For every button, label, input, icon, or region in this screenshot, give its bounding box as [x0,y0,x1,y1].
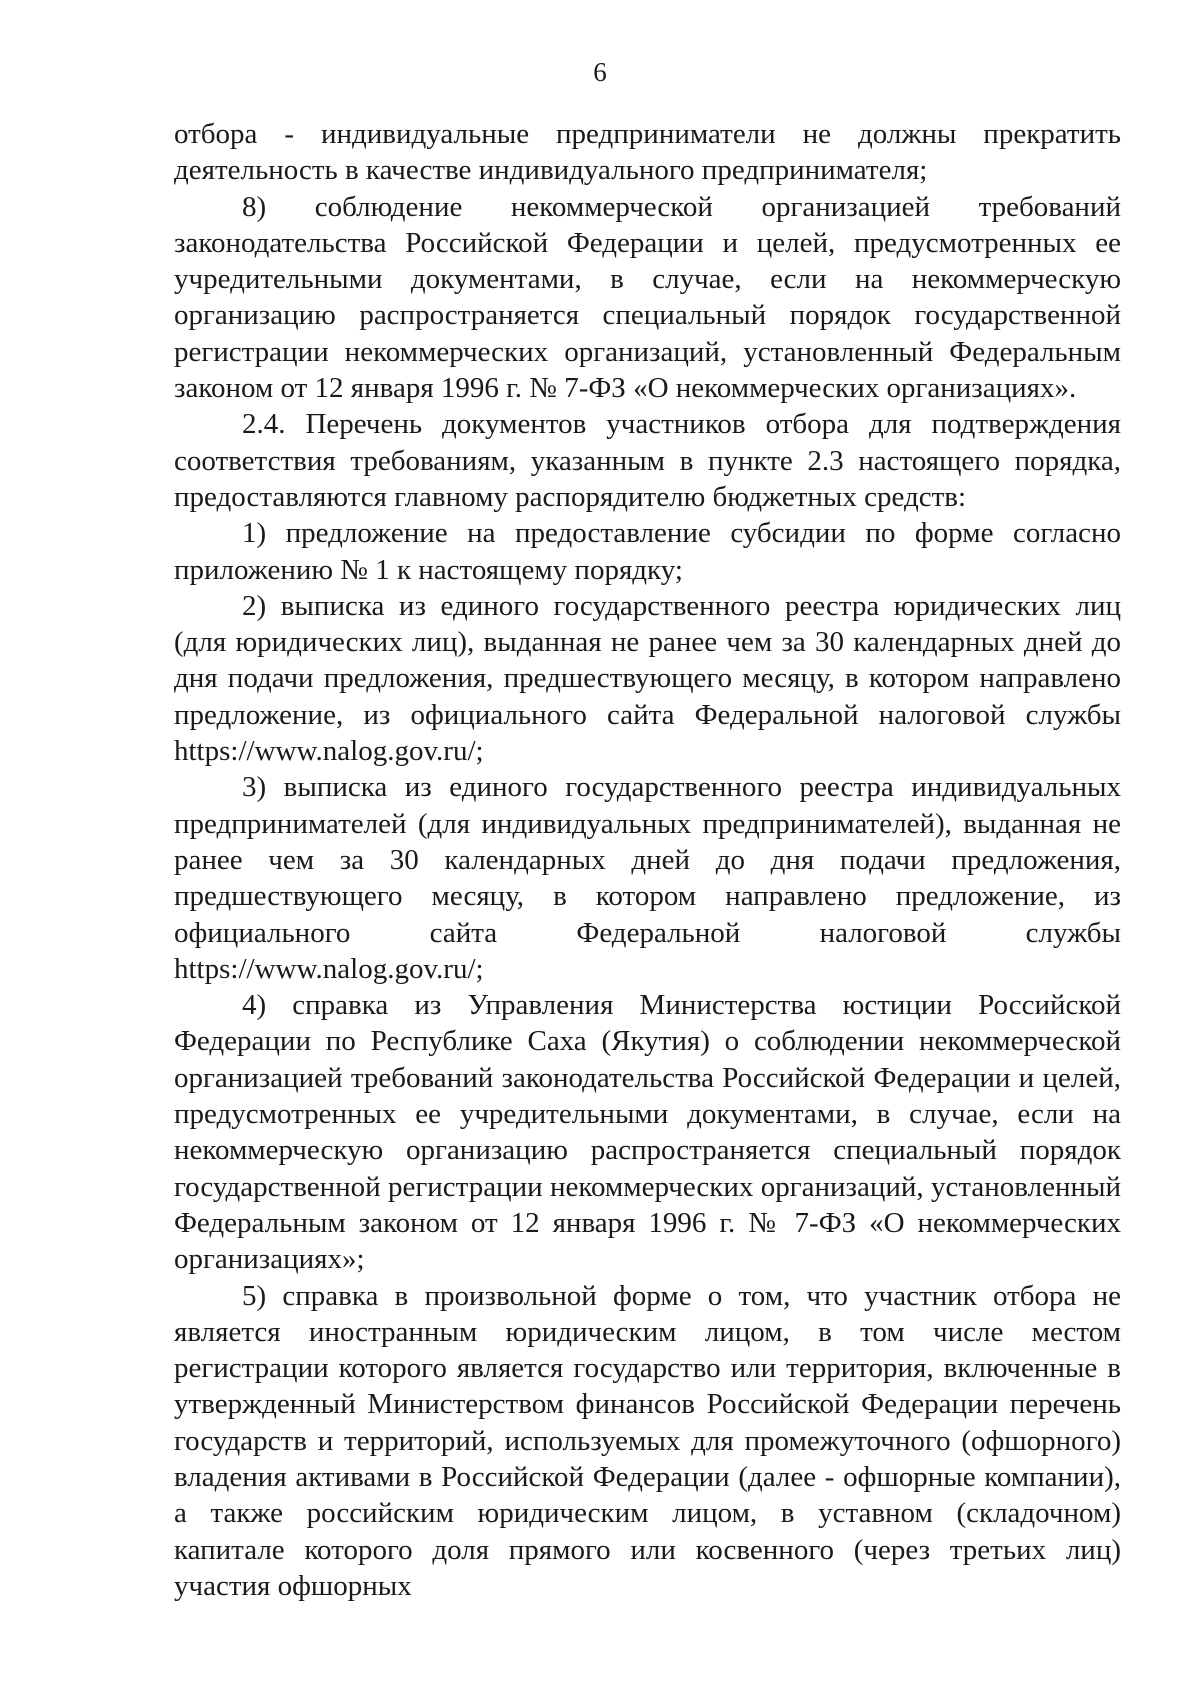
paragraph-item-4: 4) справка из Управления Министерства юстиции Российской Федерации по Республике Саха (Якутия) о соблюдении некоммерческой организацией требований законодательства Российской Федерации и целей, предусмотренных ее учредительными документами, в случае, если на некоммерческую организацию распространяется специальный порядок государственной регистрации некоммерческих организаций, установленный Федеральным законом от 12 января 1996 г. № 7-ФЗ «О некоммерческих организациях»; [174,989,1121,1276]
paragraph-item-2: 2) выписка из единого государственного реестра юридических лиц (для юридических лиц), выданная не ранее чем за 30 календарных дней до дня подачи предложения, предшествующего месяцу, в котором направлено предложение, из официального сайта Федеральной налоговой службы https://www.nalog.gov.ru/; [174,589,1121,768]
paragraph-item-8: 8) соблюдение некоммерческой организацией требований законодательства Российской Федерации и целей, предусмотренных ее учредительными документами, в случае, если на некоммерческую организацию распространяется специальный порядок государственной регистрации некоммерческих организаций, установленный Федеральным законом от 12 января 1996 г. № 7-ФЗ «О некоммерческих организациях». [174,190,1121,405]
paragraph-continuation: отбора - индивидуальные предприниматели не должны прекратить деятельность в качестве индивидуального предпринимателя; [174,118,1121,187]
paragraph-item-1: 1) предложение на предоставление субсидии по форме согласно приложению № 1 к настоящему порядку; [174,517,1121,586]
paragraph-item-3: 3) выписка из единого государственного реестра индивидуальных предпринимателей (для индивидуальных предпринимателей), выданная не ранее чем за 30 календарных дней до дня подачи предложения, предшествующего месяцу, в котором направлено предложение, из официального сайта Федеральной налоговой службы https://www.nalog.gov.ru/; [174,771,1121,985]
paragraph-section-2-4: 2.4. Перечень документов участников отбора для подтверждения соответствия требованиям, указанным в пункте 2.3 настоящего порядка, предоставляются главному распорядителю бюджетных средств: [174,408,1121,513]
paragraph-item-5: 5) справка в произвольной форме о том, что участник отбора не является иностранным юридическим лицом, в том числе местом регистрации которого является государство или территория, включенные в утвержденный Министерством финансов Российской Федерации перечень государств и территорий, используемых для промежуточного (офшорного) владения активами в Российской Федерации (далее - офшорные компании), а также российским юридическим лицом, в уставном (складочном) капитале которого доля прямого или косвенного (через третьих лиц) участия офшорных [174,1279,1121,1602]
document-body [174,116,1121,1604]
page-number: 6 [593,57,607,87]
